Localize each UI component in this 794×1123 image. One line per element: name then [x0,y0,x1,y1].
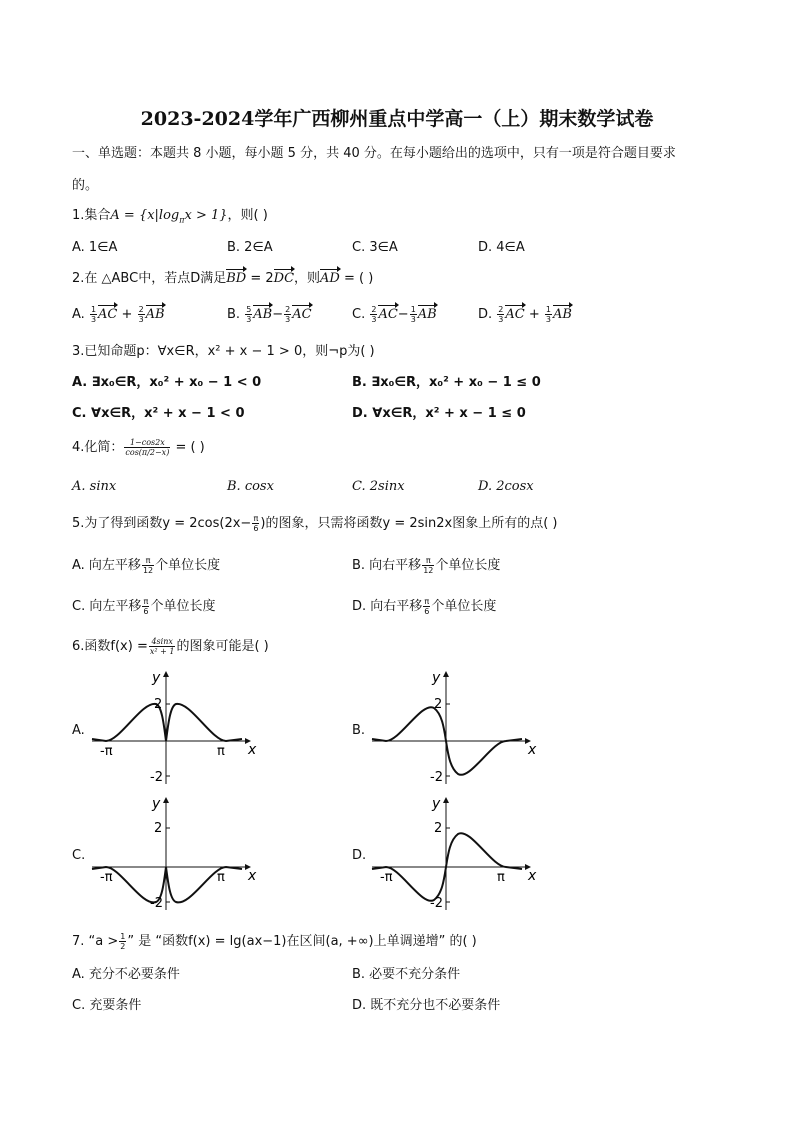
q5-option-a[interactable]: A. 向左平移 $\frac{\pi}{12}$ 个单位长度 [72,556,221,575]
q6-graph-c[interactable] [90,792,270,914]
q2-option-d[interactable]: D. $\frac{2}{3}$ AC + $\frac{1}{3}$ AB [478,305,572,324]
tick-m2: -2 [150,770,163,785]
q2-option-b[interactable]: B. $\frac{5}{3}$ AB− $\frac{2}{3}$ AC [227,305,312,324]
axis-y-label: y [432,796,441,812]
q4-option-a[interactable]: A. sinx [72,479,117,494]
q3-stem: 3.已知命题p：∀x∈R，x² + x − 1 > 0，则¬p为( ) [72,344,375,359]
q2-stem: 2.在 △ABC中，若点D满足BD = 2DC，则AD = ( ) [72,271,374,286]
q6-graph-a[interactable] [90,666,270,788]
axis-y-label: y [152,796,161,812]
tick-m2: -2 [150,896,163,911]
axis-x-label: x [528,868,537,884]
q1-option-b[interactable]: B. 2∈A [227,240,273,255]
tick-2: 2 [434,821,443,836]
tick-pi: π [217,744,225,759]
tick-mpi: -π [100,870,113,885]
q2-option-c[interactable]: C. $\frac{2}{3}$ AC− $\frac{1}{3}$ AB [352,305,437,324]
q1-option-a[interactable]: A. 1∈A [72,240,118,255]
q1-option-c[interactable]: C. 3∈A [352,240,398,255]
q6-option-d-label[interactable]: D. [352,848,367,863]
axis-x-label: x [248,742,257,758]
q6-option-b-label[interactable]: B. [352,723,366,738]
tick-m2: -2 [430,770,443,785]
q6-option-a-label[interactable]: A. [72,723,85,738]
tick-2: 2 [154,697,163,712]
section-heading-cont: 的。 [72,178,99,193]
curve [92,704,242,741]
q3-option-a[interactable]: A. ∃x₀∈R，x₀² + x₀ − 1 < 0 [72,375,262,390]
q6-graph-d[interactable] [370,792,550,914]
q6-stem: 6.函数f(x) = $\frac{4\sin x}{\text{x² + 1}}$ 的图象可能是( ) [72,637,269,656]
q3-option-b[interactable]: B. ∃x₀∈R，x₀² + x₀ − 1 ≤ 0 [352,375,541,390]
q7-option-c[interactable]: C. 充要条件 [72,998,142,1013]
q5-option-d[interactable]: D. 向右平移 $\frac{\pi}{6}$ 个单位长度 [352,597,497,616]
q5-option-c[interactable]: C. 向左平移 $\frac{\pi}{6}$ 个单位长度 [72,597,216,616]
q4-option-b[interactable]: B. cosx [227,479,274,494]
axis-y-label: y [432,670,441,686]
tick-pi: π [217,870,225,885]
q7-option-b[interactable]: B. 必要不充分条件 [352,967,461,982]
tick-mpi: -π [100,744,113,759]
tick-m2: -2 [430,896,443,911]
tick-2: 2 [154,821,163,836]
q7-option-a[interactable]: A. 充分不必要条件 [72,967,180,982]
q7-stem: 7. “a > $\frac{1}{2}$ ” 是 “函数f(x) = lg(ax−1)在区间(a, +∞)上单调递增” 的( ) [72,932,477,951]
q4-stem: 4.化简： $\frac{1-\cos 2x}{\cos(\pi/2-x)}$ = ( ) [72,438,205,457]
q5-option-b[interactable]: B. 向右平移 $\frac{\pi}{12}$ 个单位长度 [352,556,501,575]
q6-option-c-label[interactable]: C. [72,848,86,863]
tick-pi: π [497,870,505,885]
axis-x-label: x [248,868,257,884]
tick-mpi: -π [380,870,393,885]
q3-option-d[interactable]: D. ∀x∈R，x² + x − 1 ≤ 0 [352,406,526,421]
q4-option-d[interactable]: D. 2cosx [478,479,534,494]
q3-option-c[interactable]: C. ∀x∈R，x² + x − 1 < 0 [72,406,245,421]
page-title: 2023-2024学年广西柳州重点中学高一（上）期末数学试卷 [140,108,654,130]
q1-option-d[interactable]: D. 4∈A [478,240,525,255]
section-heading: 一、单选题：本题共 8 小题，每小题 5 分，共 40 分。在每小题给出的选项中，只有一项是符合题目要求 [72,146,676,161]
q1-stem: 1.集合$A = \{x|\log_\pi x > 1\}$，则( ) [72,208,268,225]
q5-stem: 5.为了得到函数y = 2cos(2x− $\frac{\pi}{6}$ )的图象，只需将函数y = 2sin2x图象上所有的点( ) [72,514,558,533]
axis-y-label: y [152,670,161,686]
q2-option-a[interactable]: A. $\frac{1}{3}$ AC + $\frac{2}{3}$ AB [72,305,165,324]
q6-graph-b[interactable] [370,666,550,788]
axis-x-label: x [528,742,537,758]
q4-option-c[interactable]: C. 2sinx [352,479,405,494]
tick-2: 2 [434,697,443,712]
q7-option-d[interactable]: D. 既不充分也不必要条件 [352,998,501,1013]
